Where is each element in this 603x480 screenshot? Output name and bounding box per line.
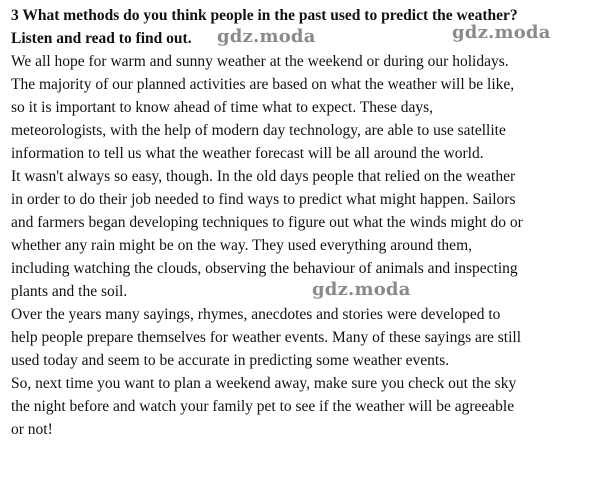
text-line: The majority of our planned activities are based on what the weather will be like,: [11, 76, 515, 93]
text-line: the night before and watch your family pet to see if the weather will be agreeable: [11, 398, 515, 415]
text-line: meteorologists, with the help of modern day technology, are able to use satellite: [11, 122, 506, 139]
text-line: We all hope for warm and sunny weather at the weekend or during our holidays.: [11, 53, 509, 70]
text-line: used today and seem to be accurate in predicting some weather events.: [11, 352, 450, 369]
text-line: and farmers began developing techniques to figure out what the winds might do or: [11, 214, 523, 231]
watermark: gdz.moda: [312, 279, 411, 300]
paragraph-conclusion: [11, 372, 601, 441]
paragraph-intro: [11, 50, 601, 165]
text-line: whether any rain might be on the way. They used everything around them,: [11, 237, 472, 254]
text-line: So, next time you want to plan a weekend away, make sure you check out the sky: [11, 375, 517, 392]
paragraph-history: [11, 165, 601, 303]
text-line: It wasn't always so easy, though. In the old days people that relied on the weather: [11, 168, 516, 185]
text-line: so it is important to know ahead of time what to expect. These days,: [11, 99, 433, 116]
watermark: gdz.moda: [452, 22, 551, 43]
text-line: in order to do their job needed to find ways to predict what might happen. Sailors: [11, 191, 516, 208]
text-line: Over the years many sayings, rhymes, anecdotes and stories were developed to: [11, 306, 501, 323]
text-line: including watching the clouds, observing the behaviour of animals and inspecting: [11, 260, 518, 277]
text-line: help people prepare themselves for weather events. Many of these sayings are still: [11, 329, 522, 346]
document-page: [11, 4, 601, 441]
watermark: gdz.moda: [217, 26, 316, 47]
heading-line: 3 What methods do you think people in the past used to predict the weather?: [11, 7, 518, 24]
text-line: plants and the soil.: [11, 283, 128, 300]
text-line: or not!: [11, 421, 53, 438]
paragraph-sayings: [11, 303, 601, 372]
text-line: information to tell us what the weather forecast will be all around the world.: [11, 145, 484, 162]
heading-line: Listen and read to find out.: [11, 30, 192, 47]
